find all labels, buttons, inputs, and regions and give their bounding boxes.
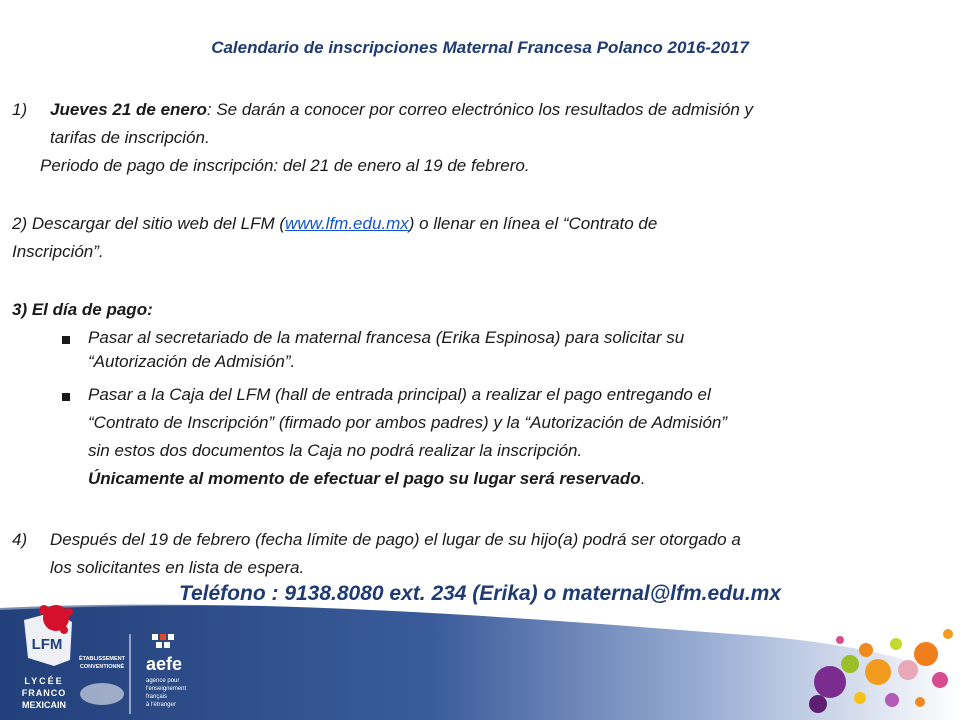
etab-line-2: CONVENTIONNÉ <box>79 664 125 670</box>
lfm-word-2: FRANCO <box>21 688 67 698</box>
aefe-line-1: agence pour <box>146 678 180 684</box>
aefe-line-3: français <box>146 694 168 700</box>
aefe-line-2: l'enseignement <box>146 686 187 692</box>
bullet-square-icon <box>62 393 70 401</box>
website-link[interactable]: www.lfm.edu.mx <box>285 214 409 233</box>
item2-line2: Inscripción”. <box>12 242 104 261</box>
item1-date: Jueves 21 de enero <box>50 100 207 119</box>
item4-line1: Después del 19 de febrero (fecha límite de pago) el lugar de su hijo(a) podrá ser otorgado a <box>50 530 741 549</box>
item3-reserved-dot: . <box>640 469 646 488</box>
item1-text-a: : Se darán a conocer por correo electrónico los resultados de admisión y <box>206 100 754 119</box>
item1-period: Periodo de pago de inscripción: del 21 de enero al 19 de febrero. <box>40 156 530 175</box>
item3-bullet2-line1: Pasar a la Caja del LFM (hall de entrada principal) a realizar el pago entregando el <box>88 385 711 404</box>
item3-reserved-note <box>88 467 645 491</box>
item3-bullet1-line2: “Autorización de Admisión”. <box>88 352 296 371</box>
item4-line2: los solicitantes en lista de espera. <box>50 558 305 577</box>
lfm-word-3: MEXICAIN <box>21 700 67 710</box>
etablissement-badge <box>74 632 134 716</box>
item3-reserved-bold: Únicamente al momento de efectuar el pago su lugar será reservado <box>88 469 641 488</box>
item2-line1 <box>12 212 942 236</box>
bullet-square-icon <box>62 336 70 344</box>
item1-line1 <box>50 98 950 122</box>
item3-bullet1-line1: Pasar al secretariado de la maternal francesa (Erika Espinosa) para solicitar su <box>88 328 685 347</box>
item4-number: 4) <box>12 530 28 549</box>
item3-bullet2-line2: “Contrato de Inscripción” (firmado por ambos padres) y la “Autorización de Admisión” <box>88 413 728 432</box>
aefe-dots-icon <box>152 634 174 648</box>
page-title: Calendario de inscripciones Maternal Francesa Polanco 2016-2017 <box>211 38 749 57</box>
contact-line: Teléfono : 9138.8080 ext. 234 (Erika) o maternal@lfm.edu.mx <box>178 582 782 605</box>
world-map-icon <box>80 683 124 705</box>
item3-bullet2-line3: sin estos dos documentos la Caja no podrá realizar la inscripción. <box>88 441 583 460</box>
aefe-name: aefe <box>146 654 183 674</box>
lfm-mark: LFM <box>31 636 63 653</box>
etab-line-1: ÉTABLISSEMENT <box>78 656 126 662</box>
item3-heading: 3) El día de pago: <box>12 300 153 319</box>
item2-post: ) o llenar en línea el “Contrato de <box>408 214 658 233</box>
lfm-word-1: LYCÉE <box>24 676 64 686</box>
item1-number: 1) <box>12 100 28 119</box>
aefe-line-4: à l'étranger <box>146 702 176 708</box>
paint-splashes-decoration <box>800 620 960 720</box>
item2-pre: 2) Descargar del sitio web del LFM ( <box>12 214 286 233</box>
aefe-logo <box>140 628 204 718</box>
item1-line2: tarifas de inscripción. <box>50 128 210 147</box>
